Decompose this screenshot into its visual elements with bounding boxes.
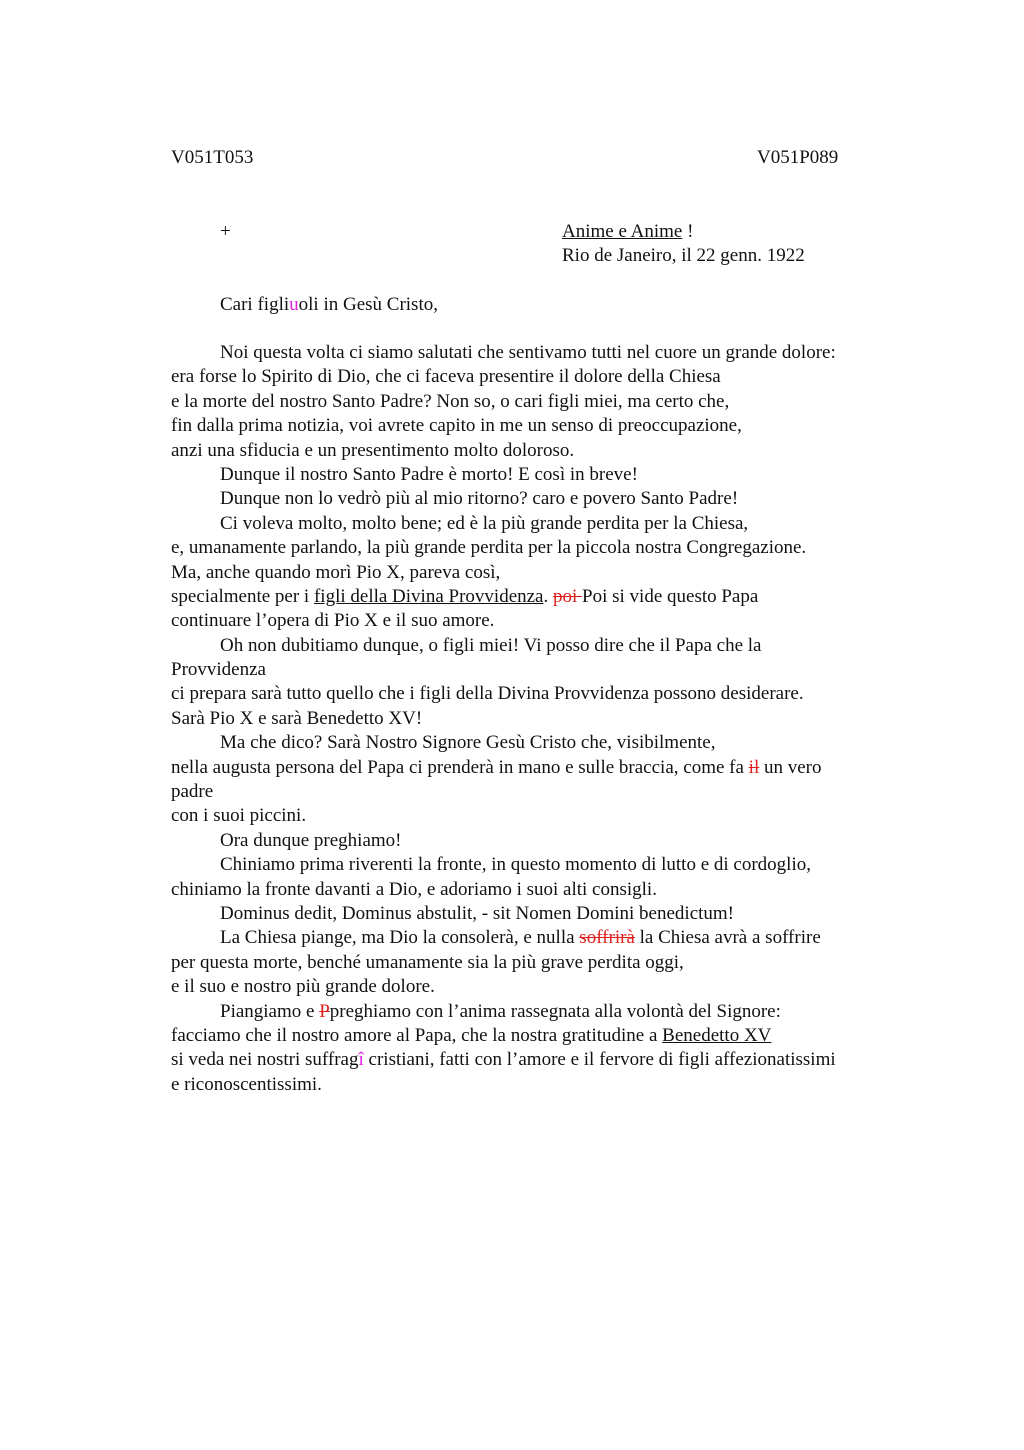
deleted-text: P: [319, 1000, 330, 1022]
line-text: Noi questa volta ci siamo salutati che sentivamo tutti nel cuore un grande dolore:: [220, 342, 836, 363]
line-text: Ora dunque preghiamo!: [220, 829, 402, 851]
line-text: Piangiamo e: [220, 1000, 320, 1022]
body-line: [171, 829, 911, 853]
body-line: [171, 1048, 911, 1072]
line-text: Dunque il nostro Santo Padre è morto! E così in breve!: [220, 463, 638, 485]
line-text: si veda nei nostri suffrag: [171, 1049, 359, 1071]
line-text: Chiniamo prima riverenti la fronte, in questo momento di lutto e di cordoglio,: [220, 854, 811, 876]
line-text: ci prepara sarà tutto quello che i figli della Divina Provvidenza possono desiderare.: [171, 683, 804, 705]
body-line: [171, 658, 911, 682]
body-line: [171, 463, 911, 487]
line-text: anzi una sfiducia e un presentimento molto doloroso.: [171, 439, 575, 461]
line-text: era forse lo Spirito di Dio, che ci faceva presentire il dolore della Chiesa: [171, 366, 721, 388]
line-text: Dominus dedit, Dominus abstulit, - sit Nomen Domini benedictum!: [220, 902, 735, 924]
body-line: [171, 365, 911, 389]
line-text: .: [543, 585, 553, 607]
line-text: specialmente per i: [171, 585, 314, 607]
place-date: Rio de Janeiro, il 22 genn. 1922: [562, 245, 805, 266]
line-text: Ci voleva molto, molto bene; ed è la più grande perdita per la Chiesa,: [220, 512, 749, 534]
greeting: [220, 293, 438, 317]
letter-body: [171, 341, 911, 1097]
corrected-text: î: [358, 1049, 364, 1071]
line-text: Poi si vide questo Papa: [582, 585, 759, 607]
deleted-text: poi: [553, 585, 583, 607]
body-line: [171, 341, 911, 365]
body-line: [171, 926, 911, 950]
line-text: nella augusta persona del Papa ci prenderà in mano e sulle braccia, come fa: [171, 756, 749, 778]
underlined-text: Benedetto XV: [662, 1024, 772, 1046]
body-line: [171, 1024, 911, 1048]
body-line: [171, 682, 911, 706]
line-text: facciamo che il nostro amore al Papa, che la nostra gratitudine a: [171, 1024, 663, 1046]
underlined-text: figli della Divina Provvidenza: [313, 585, 544, 607]
line-text: Sarà Pio X e sarà Benedetto XV!: [171, 707, 423, 729]
body-line: [171, 414, 911, 438]
body-line: [171, 561, 911, 585]
line-text: e riconoscentissimi.: [171, 1073, 322, 1095]
body-line: [171, 707, 911, 731]
body-line: [171, 731, 911, 755]
body-line: [171, 975, 911, 999]
letter-title: [562, 220, 693, 244]
body-line: [171, 756, 911, 780]
body-line: [171, 902, 911, 926]
body-line: [171, 390, 911, 414]
body-line: [171, 487, 911, 511]
line-text: preghiamo con l’anima rassegnata alla volontà del Signore:: [329, 1000, 781, 1022]
line-text: con i suoi piccini.: [171, 805, 307, 827]
body-line: [171, 853, 911, 877]
line-text: fin dalla prima notizia, voi avrete capito in me un senso di preoccupazione,: [171, 415, 742, 437]
line-text: padre: [171, 781, 214, 803]
body-line: [171, 609, 911, 633]
greeting-pre: Cari figli: [220, 294, 290, 315]
line-text: un vero: [759, 756, 822, 778]
deleted-text: il: [748, 756, 760, 778]
document-code-right: V051P089: [757, 147, 839, 168]
greeting-insertion: u: [289, 294, 299, 315]
document-code-left: V051T053: [171, 147, 254, 168]
cross-mark: +: [220, 221, 231, 242]
body-line: [171, 951, 911, 975]
line-text: e, umanamente parlando, la più grande perdita per la piccola nostra Congregazione.: [171, 537, 807, 559]
title-suffix: !: [682, 221, 694, 242]
deleted-text: soffrirà: [579, 927, 635, 949]
body-line: [171, 878, 911, 902]
body-line: [171, 439, 911, 463]
line-text: Provvidenza: [171, 659, 266, 681]
body-line: [171, 634, 911, 658]
body-line: [171, 1000, 911, 1024]
title-text: Anime e Anime: [562, 221, 683, 242]
line-text: la Chiesa avrà a soffrire: [634, 927, 821, 949]
body-line: [171, 804, 911, 828]
line-text: continuare l’opera di Pio X e il suo amore.: [171, 610, 495, 632]
body-line: [171, 585, 911, 609]
body-line: [171, 780, 911, 804]
line-text: cristiani, fatti con l’amore e il fervore di figli affezionatissimi: [363, 1049, 836, 1071]
body-line: [171, 1073, 911, 1097]
body-line: [171, 512, 911, 536]
line-text: e il suo e nostro più grande dolore.: [171, 976, 435, 998]
line-text: chiniamo la fronte davanti a Dio, e adoriamo i suoi alti consigli.: [171, 878, 657, 900]
line-text: La Chiesa piange, ma Dio la consolerà, e nulla: [220, 927, 580, 949]
line-text: Ma, anche quando morì Pio X, pareva così,: [171, 561, 501, 583]
line-text: Oh non dubitiamo dunque, o figli miei! Vi posso dire che il Papa che la: [220, 634, 762, 656]
line-text: Dunque non lo vedrò più al mio ritorno? caro e povero Santo Padre!: [220, 488, 739, 510]
body-line: [171, 536, 911, 560]
line-text: per questa morte, benché umanamente sia la più grave perdita oggi,: [171, 951, 684, 973]
line-text: e la morte del nostro Santo Padre? Non so, o cari figli miei, ma certo che,: [171, 390, 730, 412]
line-text: Ma che dico? Sarà Nostro Signore Gesù Cristo che, visibilmente,: [220, 732, 716, 754]
greeting-post: oli in Gesù Cristo,: [298, 294, 438, 315]
